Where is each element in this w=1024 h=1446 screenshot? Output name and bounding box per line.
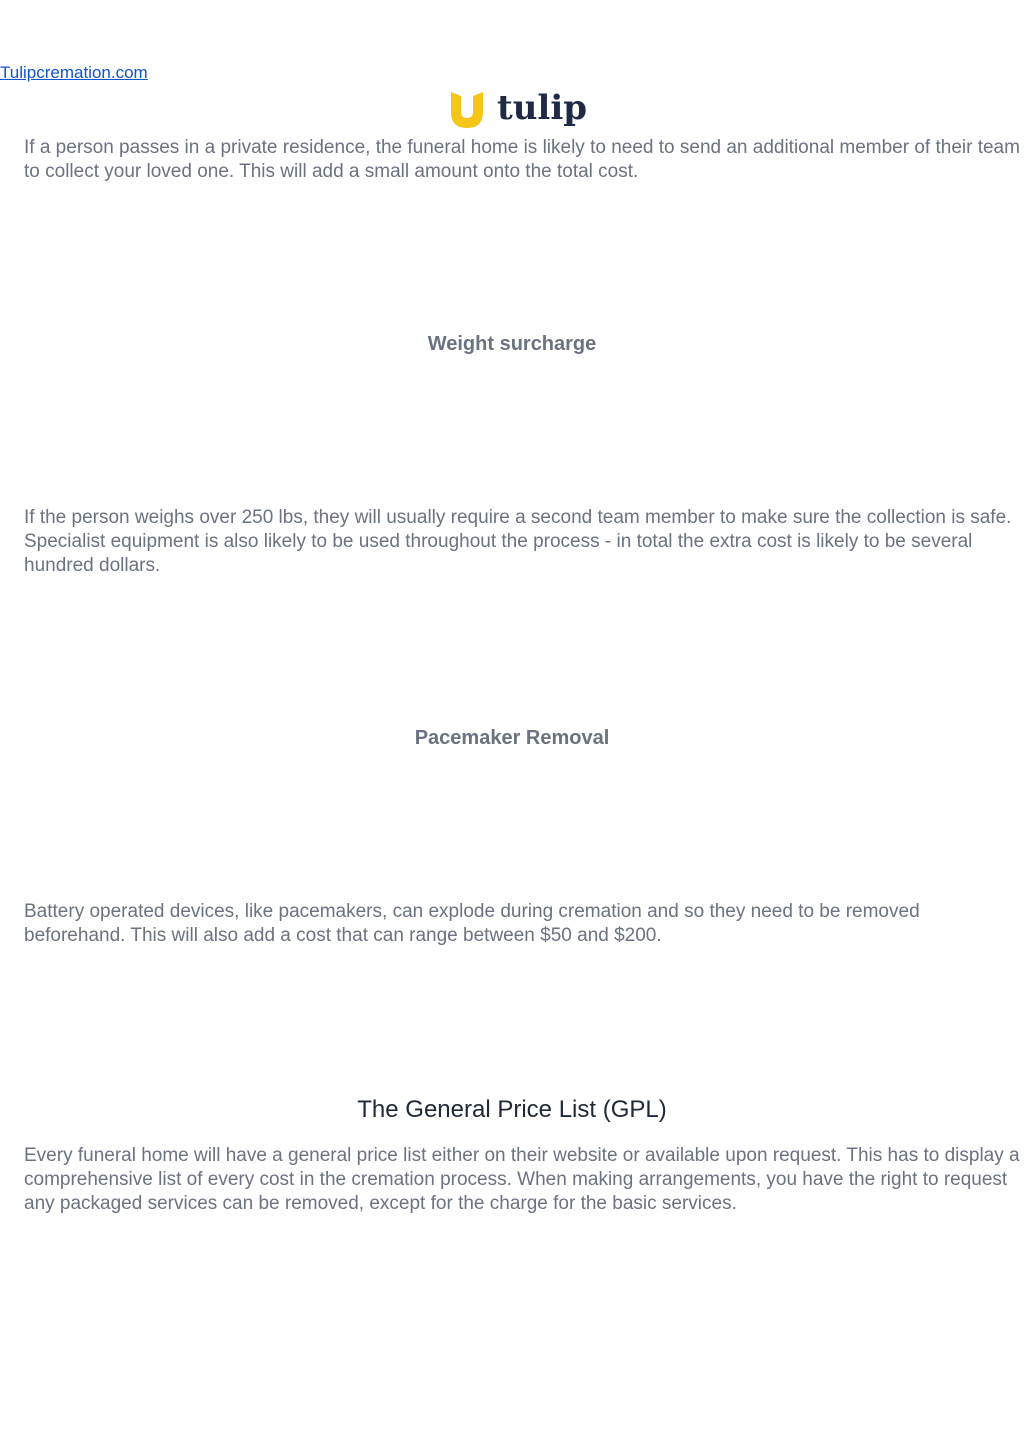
tulip-mark-icon bbox=[451, 92, 483, 128]
site-link[interactable]: Tulipcremation.com bbox=[0, 63, 148, 82]
gpl-heading: The General Price List (GPL) bbox=[357, 1096, 667, 1123]
intro-paragraph: If a person passes in a private residence, the funeral home is likely to need to send an additional member of their team to collect your loved one. This will add a small amount onto the total cost. bbox=[24, 137, 1020, 182]
weight-surcharge-paragraph: If the person weighs over 250 lbs, they will usually require a second team member to make sure the collection is safe. Specialist equipment is also likely to be used throughout the process - in total the extra cost is likely to be several hundred dollars. bbox=[24, 507, 1012, 576]
weight-surcharge-heading: Weight surcharge bbox=[427, 333, 597, 355]
gpl-paragraph: Every funeral home will have a general price list either on their website or available upon request. This has to display a comprehensive list of every cost in the cremation process. When making arrangements, you have the right to request any packaged services can be removed, except for the charge for the basic services. bbox=[24, 1145, 1020, 1214]
logo-text: tulip bbox=[497, 88, 588, 128]
tulip-logo bbox=[449, 88, 588, 130]
pacemaker-removal-paragraph: Battery operated devices, like pacemakers, can explode during cremation and so they need to be removed beforehand. This will also add a cost that can range between $50 and $200. bbox=[24, 901, 920, 946]
pacemaker-removal-heading: Pacemaker Removal bbox=[414, 727, 610, 749]
